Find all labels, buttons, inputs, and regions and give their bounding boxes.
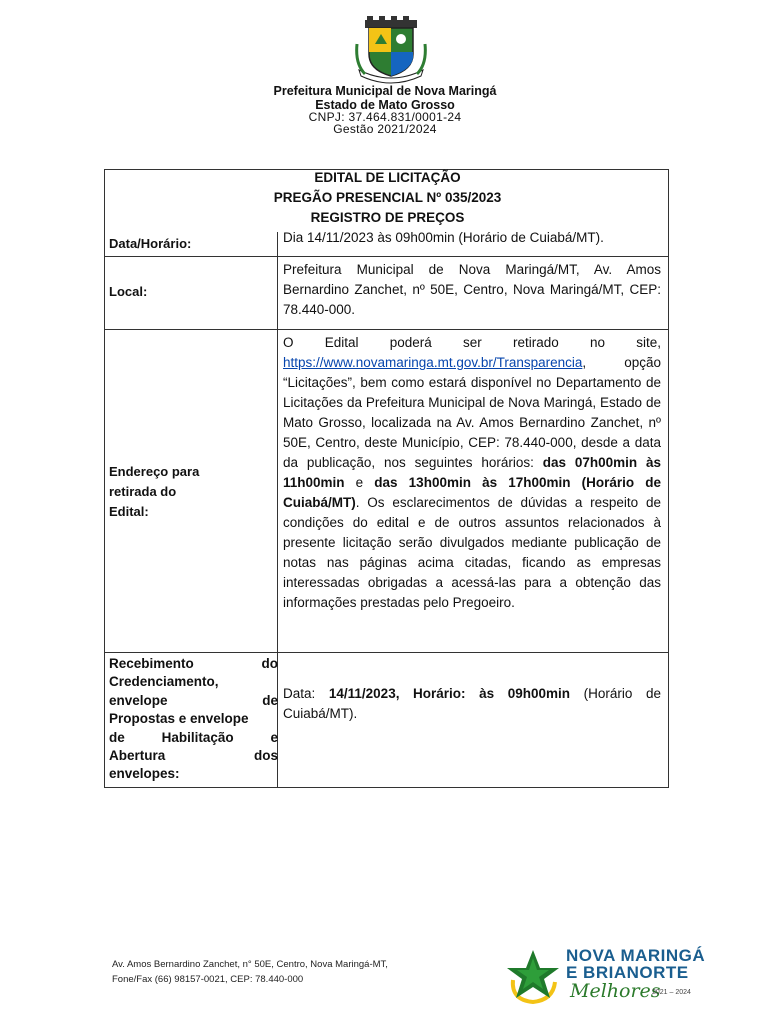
logo-script: Melhores	[570, 980, 661, 1002]
logo-name-2: E BRIANORTE	[566, 963, 689, 982]
edital-table	[104, 169, 669, 788]
municipal-crest-icon	[355, 14, 427, 84]
endereco-value: O Edital poderá ser retirado no site, https://www.novamaringa.mt.gov.br/Transparencia, opção “Licitações”, bem como estará disponível no Departamento de Licitações da Prefeitura Municipal de Nova Maringá, Estado de Mato Grosso, localizada na Av. Amos Bernardino Zanchet, nº 50E, Centro, deste Município, CEP: 78.440-000, desde a data da publicação, nos seguintes horários: das 07h00min às 11h00min e das 13h00min às 17h00min (Horário de Cuiabá/MT). Os esclarecimentos de dúvidas a respeito de condições do edital e de outros assuntos relacionados à presente licitação serão divulgados mediante publicação de notas nas páginas acima citadas, ficando as empresas interessadas obrigadas a acessá-las para a obtenção das informações prestadas pelo Pregoeiro.	[283, 335, 662, 610]
logo-years: 2021 – 2024	[652, 989, 691, 996]
recebimento-value: Data: 14/11/2023, Horário: às 09h00min (Horário de Cuiabá/MT).	[283, 686, 661, 721]
header-title: Prefeitura Municipal de Nova Maringá	[273, 84, 497, 98]
header-state: Estado de Mato Grosso	[315, 98, 455, 112]
datahora-value: Dia 14/11/2023 às 09h00min (Horário de Cuiabá/MT).	[283, 230, 604, 245]
header-gestao: Gestão 2021/2024	[333, 122, 437, 136]
recebimento-label: Recebimento do Credenciamento, envelope de Propostas e envelope de Habilitação e Abertura dos envelopes:	[109, 656, 278, 782]
logo-name-1: NOVA MARINGÁ	[566, 946, 706, 965]
doc-registro: REGISTRO DE PREÇOS	[310, 210, 465, 225]
local-label: Local:	[109, 284, 148, 299]
header-cnpj: CNPJ: 37.464.831/0001-24	[308, 110, 462, 124]
transparencia-link[interactable]: https://www.novamaringa.mt.gov.br/Transparencia	[283, 355, 583, 370]
star-logo-icon	[503, 946, 563, 1006]
doc-subtitle: PREGÃO PRESENCIAL Nº 035/2023	[273, 190, 502, 205]
row-divider	[105, 329, 668, 330]
row-divider	[105, 652, 668, 653]
footer-address: Av. Amos Bernardino Zanchet, n° 50E, Centro, Nova Maringá-MT, Fone/Fax (66) 98157-0021, CEP: 78.440-000	[112, 959, 388, 985]
endereco-label: Endereço para retirada do Edital:	[109, 464, 200, 519]
row-divider	[105, 256, 668, 257]
local-value: Prefeitura Municipal de Nova Maringá/MT, Av. Amos Bernardino Zanchet, nº 50E, Centro, Nova Maringá/MT, CEP: 78.440-000.	[283, 262, 661, 317]
datahora-label: Data/Horário:	[109, 236, 192, 251]
doc-title: EDITAL DE LICITAÇÃO	[314, 170, 461, 185]
